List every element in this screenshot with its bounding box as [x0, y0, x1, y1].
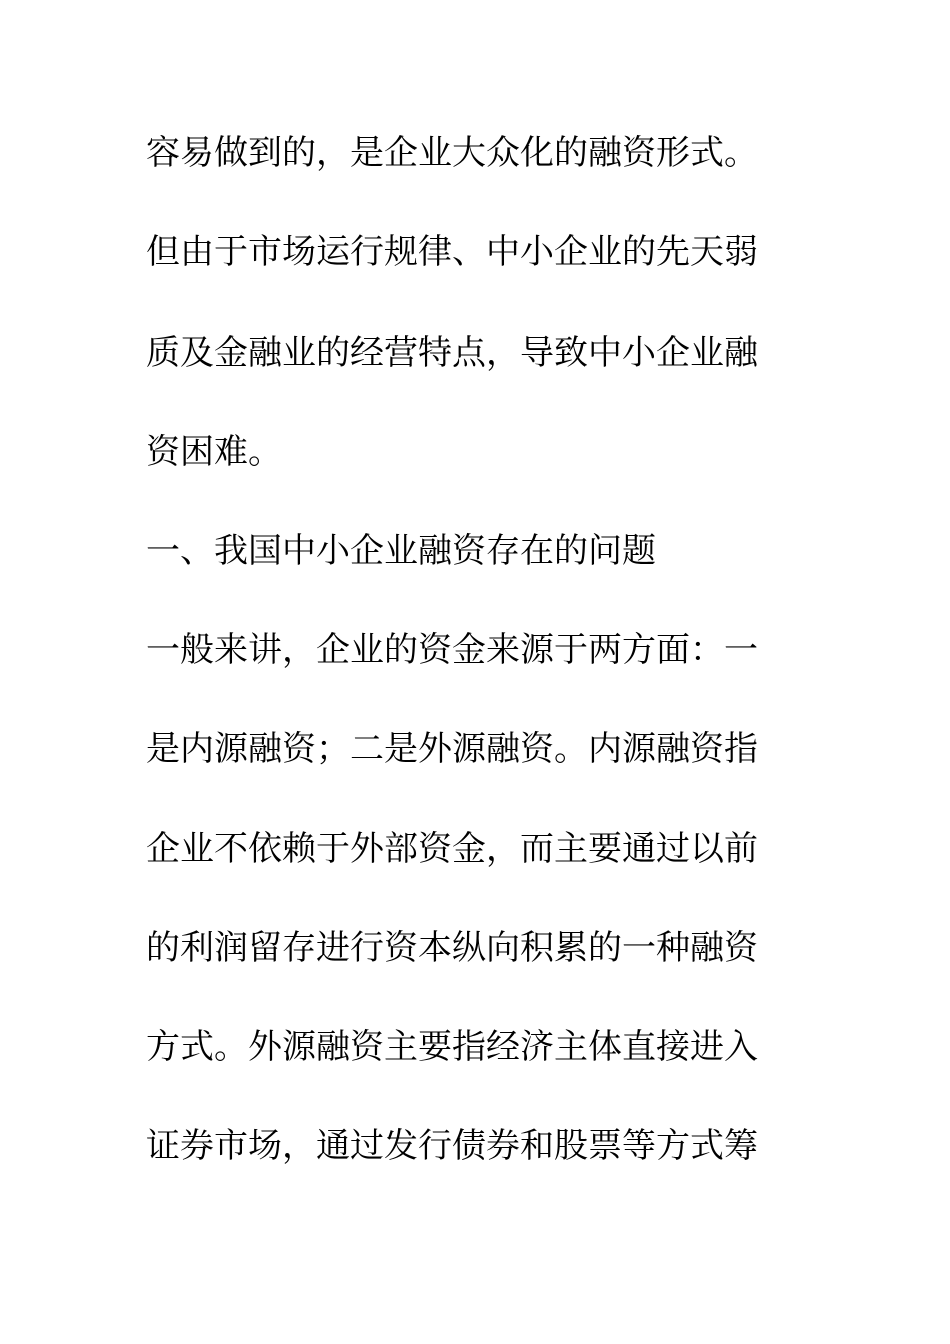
paragraph-line: 方式。外源融资主要指经济主体直接进入 — [146, 1027, 758, 1067]
paragraph-line: 资困难。 — [146, 432, 282, 472]
paragraph-line: 容易做到的，是企业大众化的融资形式。 — [146, 133, 758, 173]
section-heading: 一、我国中小企业融资存在的问题 — [146, 531, 656, 571]
paragraph-line: 质及金融业的经营特点，导致中小企业融 — [146, 333, 758, 373]
paragraph-line: 但由于市场运行规律、中小企业的先天弱 — [146, 232, 758, 272]
paragraph-line: 是内源融资；二是外源融资。内源融资指 — [146, 729, 758, 769]
paragraph-line: 的利润留存进行资本纵向积累的一种融资 — [146, 928, 758, 968]
paragraph-line: 证券市场，通过发行债券和股票等方式筹 — [146, 1126, 758, 1166]
paragraph-line: 企业不依赖于外部资金，而主要通过以前 — [146, 829, 758, 869]
paragraph-line: 一般来讲，企业的资金来源于两方面：一 — [146, 630, 758, 670]
